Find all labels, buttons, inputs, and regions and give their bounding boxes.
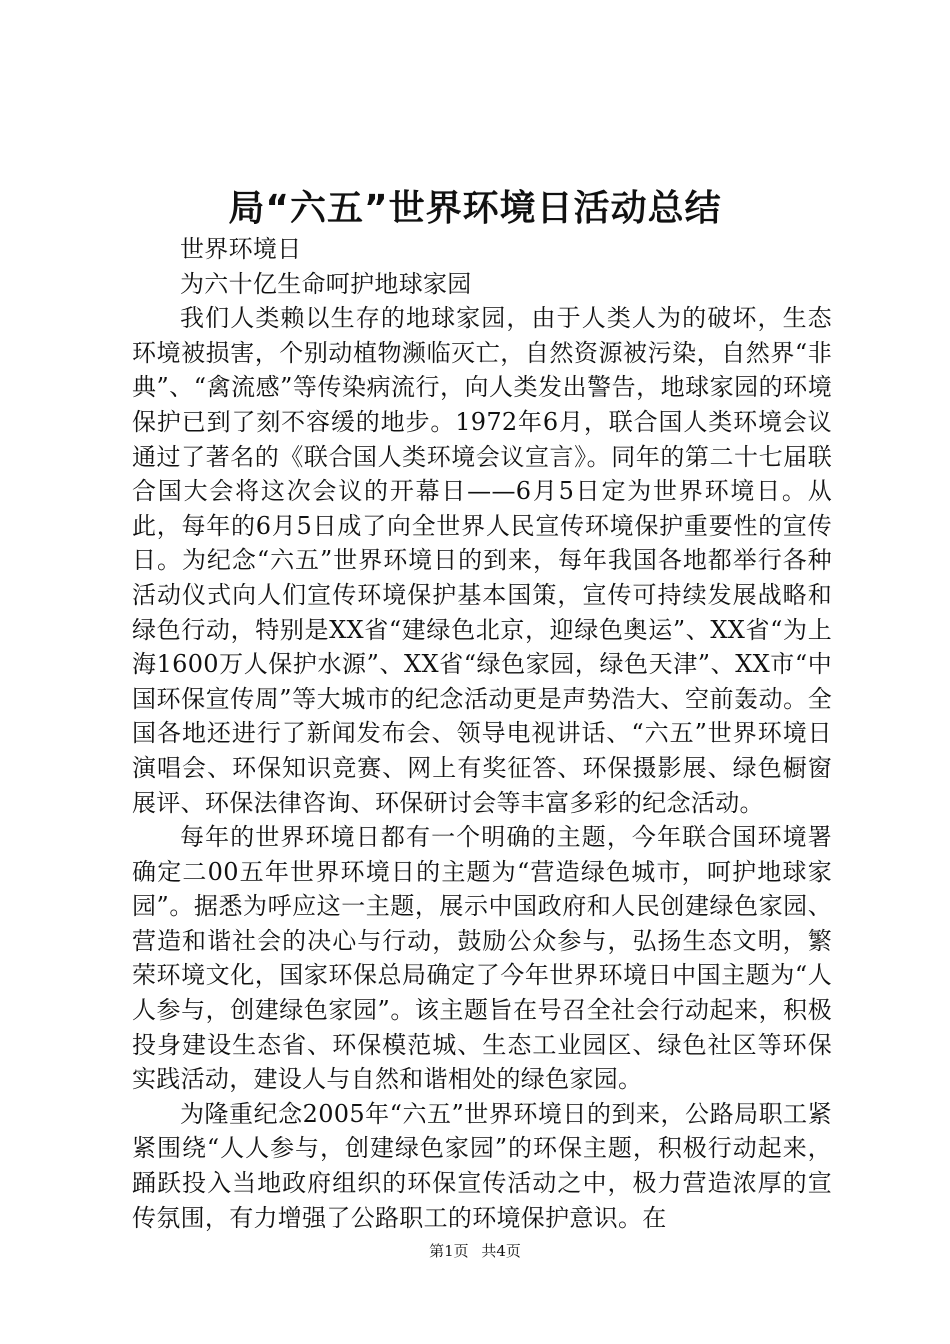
paragraph-subtitle: 世界环境日 bbox=[180, 235, 302, 263]
paragraph-body: 为隆重纪念2005年“六五”世界环境日的到来，公路局职工紧紧围绕“人人参与，创建绿色家园”的环保主题，积极行动起来，踊跃投入当地政府组织的环保宣传活动之中，极力营造浓厚的宣传氛围，有力增强了公路职工的环境保护意识。在 bbox=[132, 1099, 832, 1232]
paragraph-body: 我们人类赖以生存的地球家园，由于人类人为的破坏，生态环境被损害，个别动植物濒临灭亡，自然资源被污染，自然界“非典”、“禽流感”等传染病流行，向人类发出警告，地球家园的环境保护已到了刻不容缓的地步。1972年6月，联合国人类环境会议通过了著名的《联合国人类环境会议宣言》。同年的第二十七届联合国大会将这次会议的开幕日——6月5日定为世界环境日。从此，每年的6月5日成了向全世界人民宣传环境保护重要性的宣传日。为纪念“六五”世界环境日的到来，每年我国各地都举行各种活动仪式向人们宣传环境保护基本国策，宣传可持续发展战略和绿色行动，特别是XX省“建绿色北京，迎绿色奥运”、XX省“为上海1600万人保护水源”、XX省“绿色家园，绿色天津”、XX市“中国环保宣传周”等大城市的纪念活动更是声势浩大、空前轰动。全国各地还进行了新闻发布会、领导电视讲话、“六五”世界环境日演唱会、环保知识竞赛、网上有奖征答、环保摄影展、绿色橱窗展评、环保法律咨询、环保研讨会等丰富多彩的纪念活动。 bbox=[132, 304, 832, 817]
page-number: 第1页 bbox=[429, 1242, 469, 1260]
paragraph-body: 每年的世界环境日都有一个明确的主题，今年联合国环境署确定二00五年世界环境日的主题为“营造绿色城市，呵护地球家园”。据悉为呼应这一主题，展示中国政府和人民创建绿色家园、营造和谐社会的决心与行动，鼓励公众参与，弘扬生态文明，繁荣环境文化，国家环保总局确定了今年世界环境日中国主题为“人人参与，创建绿色家园”。该主题旨在号召全社会行动起来，积极投身建设生态省、环保模范城、生态工业园区、绿色社区等环保实践活动，建设人与自然和谐相处的绿色家园。 bbox=[132, 823, 832, 1094]
page-total: 共4页 bbox=[481, 1242, 521, 1260]
document-body bbox=[132, 232, 832, 1235]
page-footer bbox=[0, 1241, 950, 1261]
document-title: 局“六五”世界环境日活动总结 bbox=[228, 188, 722, 229]
paragraph-slogan: 为六十亿生命呵护地球家园 bbox=[180, 269, 472, 298]
